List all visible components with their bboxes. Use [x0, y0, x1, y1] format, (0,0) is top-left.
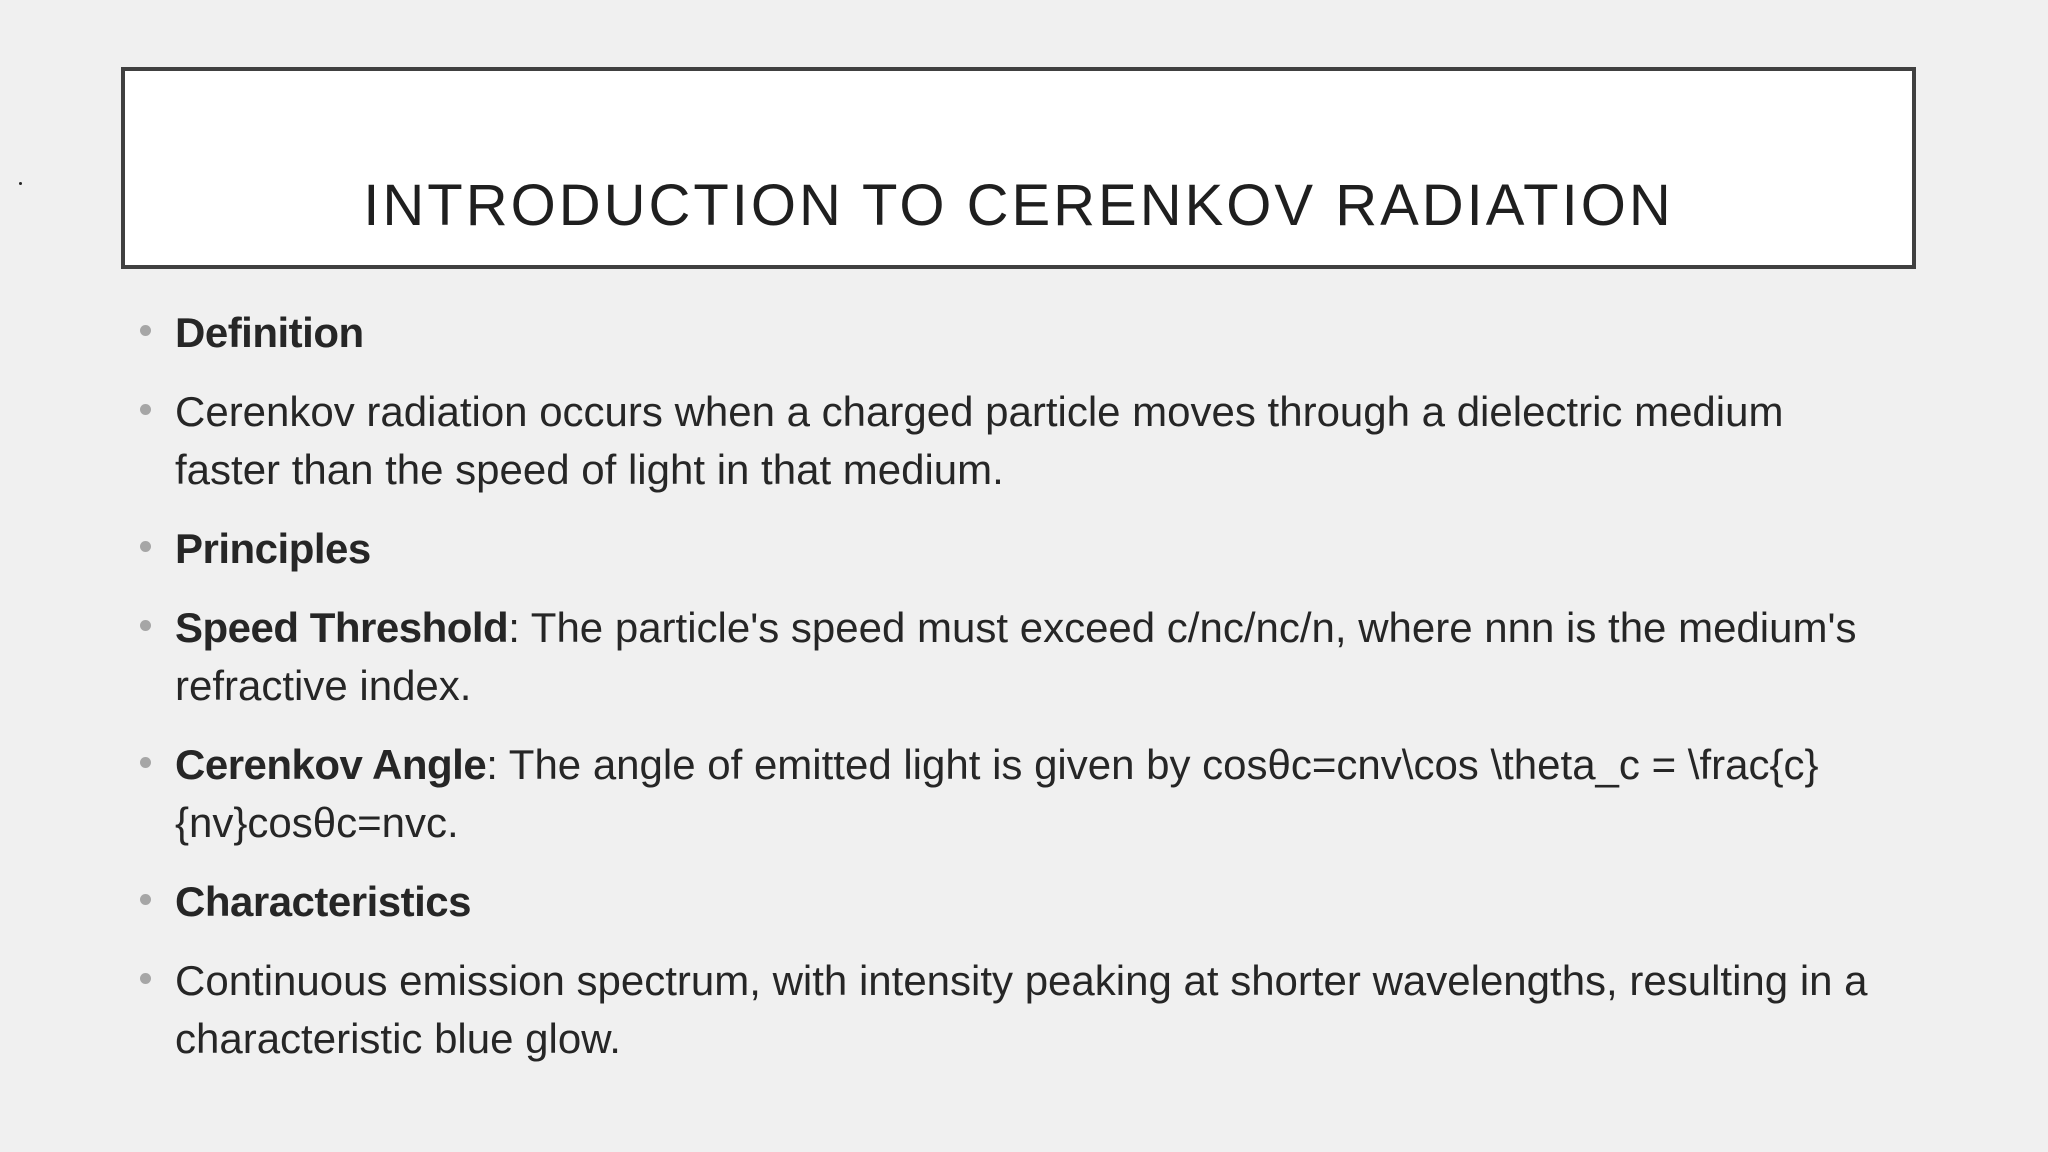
- bullet-bold: Definition: [175, 309, 364, 356]
- bullet-dot-icon: [140, 404, 151, 415]
- stray-dot: [19, 182, 22, 185]
- bullet-list: [140, 304, 1900, 1089]
- bullet-bold: Characteristics: [175, 878, 471, 925]
- bullet-item-principles: [140, 520, 1900, 578]
- bullet-item-characteristics: [140, 873, 1900, 931]
- bullet-bold: Cerenkov Angle: [175, 741, 487, 788]
- slide-title: INTRODUCTION TO CERENKOV RADIATION: [363, 173, 1674, 238]
- bullet-text: Cerenkov radiation occurs when a charged particle moves through a dielectric medium faster than the speed of light in that medium.: [175, 388, 1784, 493]
- bullet-text: : The particle's speed must exceed c/nc/nc/n, where nnn is the medium's refractive index.: [175, 604, 1857, 709]
- bullet-item-speed-threshold: [140, 599, 1900, 715]
- bullet-item-cerenkov-angle: [140, 736, 1900, 852]
- title-box: [121, 67, 1916, 269]
- bullet-text: : The angle of emitted light is given by cosθc=cnv\cos \theta_c = \frac{c}{nv}cosθc=nvc.: [175, 741, 1819, 846]
- bullet-bold: Speed Threshold: [175, 604, 509, 651]
- bullet-dot-icon: [140, 894, 151, 905]
- bullet-item-definition: [140, 304, 1900, 362]
- bullet-item-characteristics-text: [140, 952, 1900, 1068]
- bullet-dot-icon: [140, 325, 151, 336]
- bullet-dot-icon: [140, 757, 151, 768]
- bullet-item-definition-text: [140, 383, 1900, 499]
- bullet-dot-icon: [140, 973, 151, 984]
- bullet-dot-icon: [140, 620, 151, 631]
- bullet-text: Continuous emission spectrum, with intensity peaking at shorter wavelengths, resulting in a characteristic blue glow.: [175, 957, 1868, 1062]
- bullet-bold: Principles: [175, 525, 371, 572]
- bullet-dot-icon: [140, 541, 151, 552]
